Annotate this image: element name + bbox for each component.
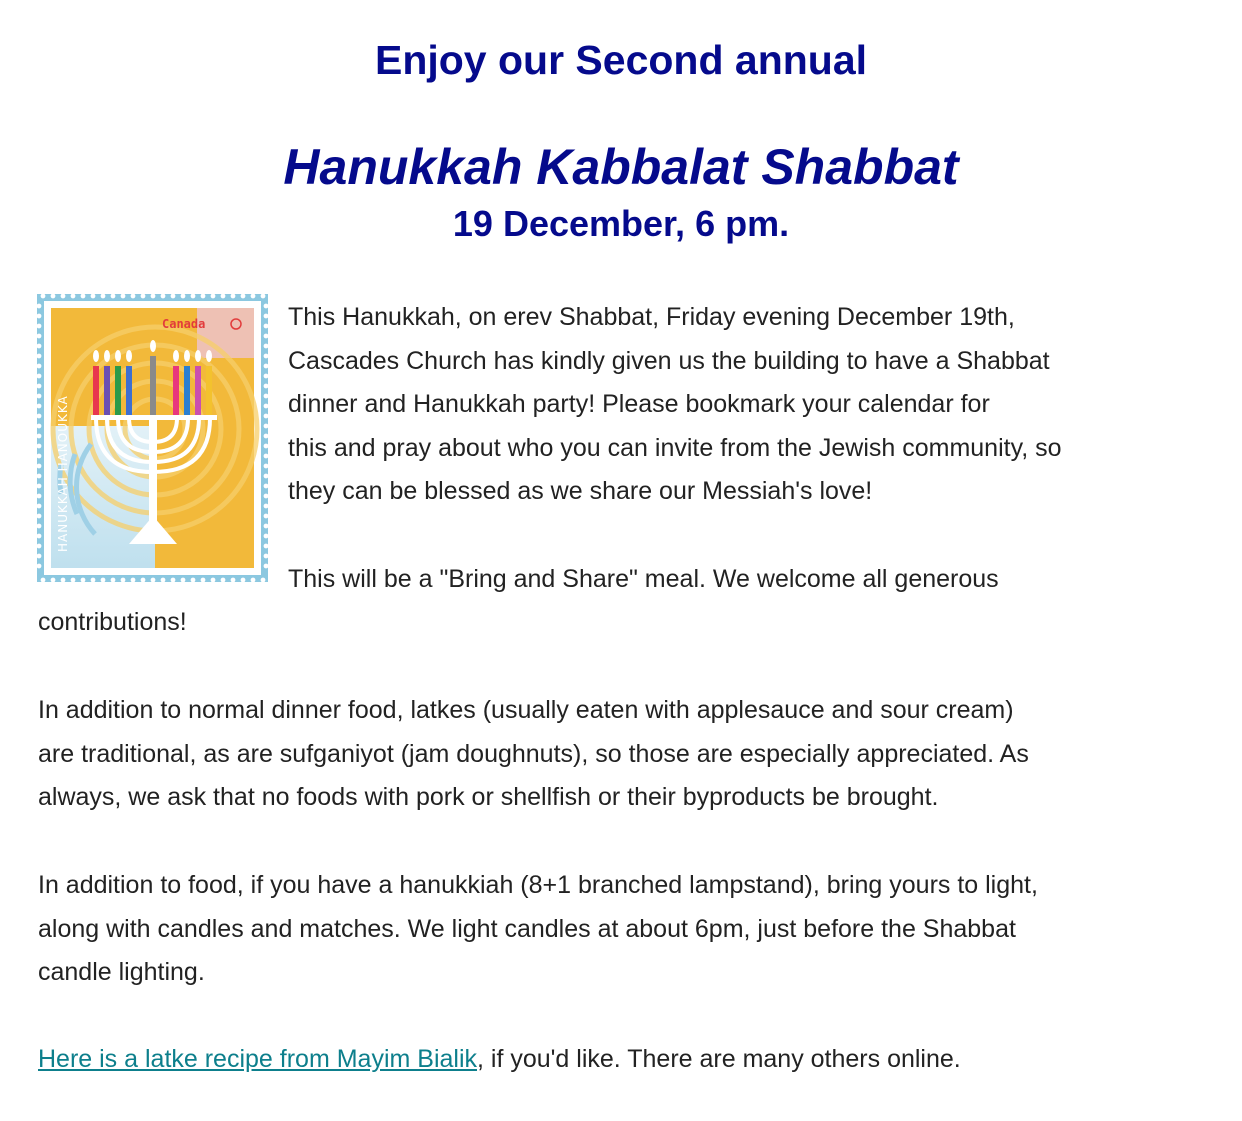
paragraph-line: this and pray about who you can invite from the Jewish community, so [288, 433, 1062, 462]
paragraph-line: always, we ask that no foods with pork or shellfish or their byproducts be brought. [38, 783, 939, 812]
intro-paragraph [288, 296, 1062, 514]
paragraph-line: This Hanukkah, on erev Shabbat, Friday evening December 19th, [288, 303, 1015, 331]
paragraph-line: they can be blessed as we share our Messiah's love! [288, 477, 873, 506]
paragraph-line: In addition to normal dinner food, latkes (usually eaten with applesauce and sour cream) [38, 696, 1014, 724]
paragraph-line: candle lighting. [38, 958, 205, 987]
recipe-trailing-text: , if you'd like. There are many others online. [477, 1045, 961, 1073]
bring-and-share-line-2: contributions! [38, 608, 187, 636]
bring-and-share-line-1: This will be a "Bring and Share" meal. We welcome all generous [288, 565, 999, 593]
paragraph-line: along with candles and matches. We light candles at about 6pm, just before the Shabbat [38, 914, 1016, 943]
paragraph-line: In addition to food, if you have a hanukkiah (8+1 branched lampstand), bring yours to light, [38, 871, 1038, 899]
event-title: Hanukkah Kabbalat Shabbat [283, 139, 959, 195]
menorah-stamp-icon [37, 294, 268, 582]
paragraph-line: are traditional, as are sufganiyot (jam doughnuts), so those are especially appreciated. As [38, 739, 1029, 768]
paragraph-line: Cascades Church has kindly given us the building to have a Shabbat [288, 346, 1050, 375]
event-date: 19 December, 6 pm. [452, 203, 790, 244]
hanukkiah-paragraph [38, 864, 1038, 995]
stamp-country-text: Canada [162, 317, 206, 331]
latke-recipe-link[interactable]: Here is a latke recipe from Mayim Bialik [38, 1045, 478, 1073]
paragraph-line: dinner and Hanukkah party! Please bookmark your calendar for [288, 390, 990, 419]
food-paragraph [38, 689, 1029, 820]
stamp-side-text: HANUKKAH HANOUKKA [56, 395, 70, 552]
recipe-paragraph [38, 1038, 961, 1082]
intro-heading: Enjoy our Second annual [374, 37, 868, 83]
